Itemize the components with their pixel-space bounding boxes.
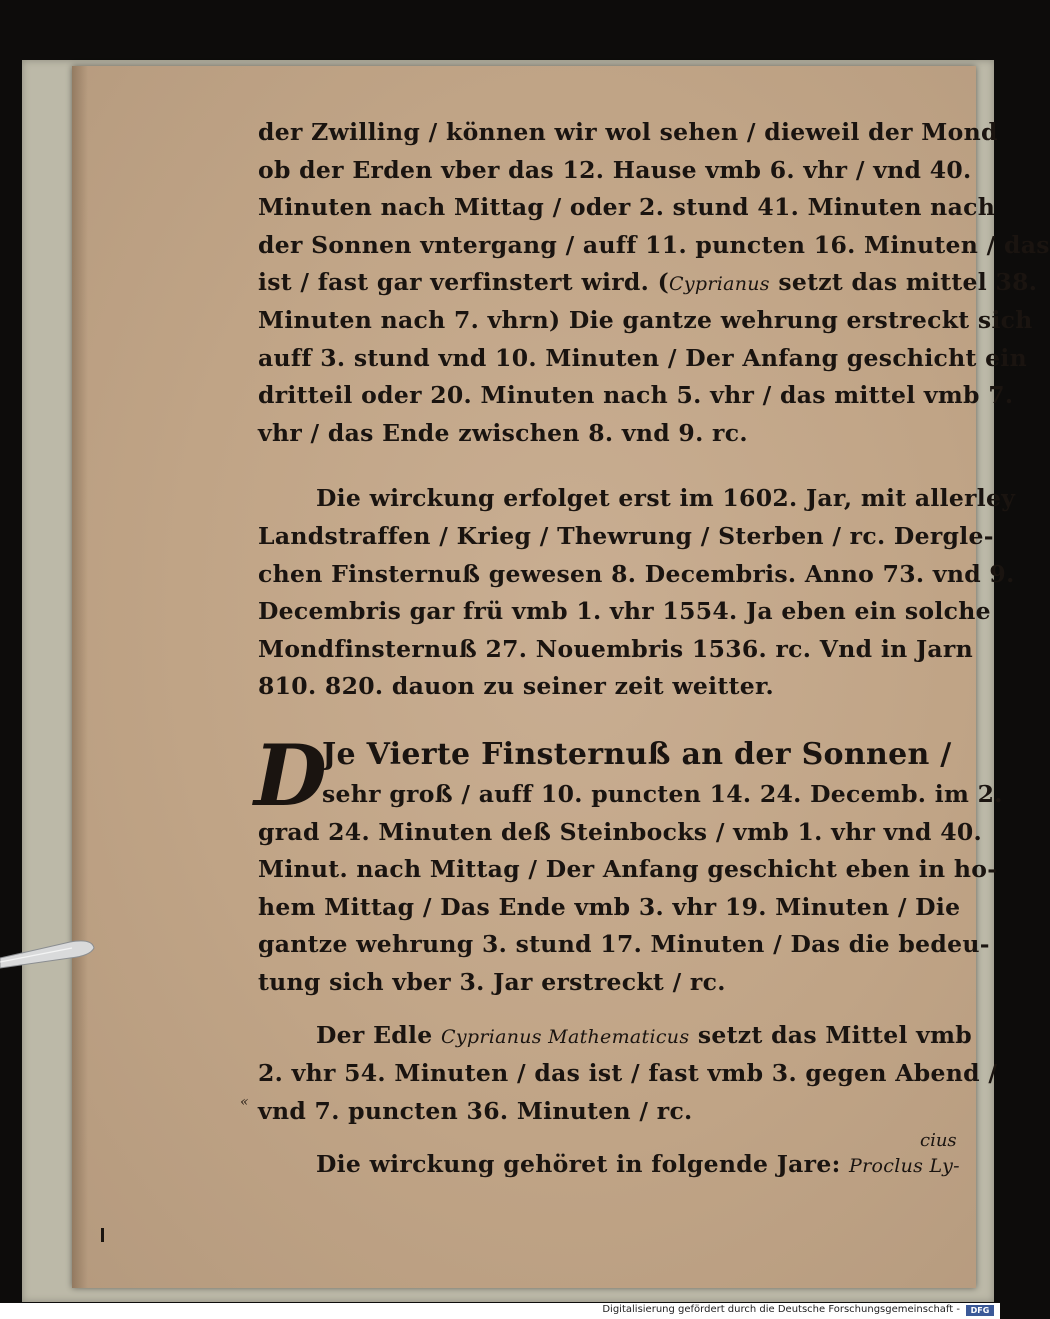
text-line: vnd 7. puncten 36. Minuten / rc. [258, 1096, 693, 1125]
paragraph-3 [254, 725, 1003, 1002]
decorated-initial: D [254, 725, 328, 825]
footer-credit: Digitalisierung gefördert durch die Deutsche Forschungsgemeinschaft - [602, 1304, 960, 1315]
text-line: dritteil oder 20. Minuten nach 5. vhr / das mittel vmb 7. [258, 381, 1014, 410]
paragraph-5 [258, 1146, 958, 1184]
latin-name: Cyprianus [669, 273, 770, 296]
catchword: cius [920, 1130, 957, 1151]
text-line: gantze wehrung 3. stund 17. Minuten / Das die bedeu- [258, 930, 990, 959]
edge-mark [101, 1228, 104, 1242]
text-line: Mondfinsternuß 27. Nouembris 1536. rc. Vnd in Jarn [258, 634, 973, 663]
latin-name: Proclus Ly- [849, 1155, 960, 1178]
text-segment: setzt das mittel 38. [769, 268, 1038, 297]
paragraph-gap [258, 1001, 958, 1017]
text-line [258, 264, 1038, 302]
text-segment: ist / fast gar verfinstert wird. ( [258, 268, 669, 297]
gutter-shadow [72, 66, 88, 1288]
text-line: 2. vhr 54. Minuten / das ist / fast vmb 3. gegen Abend / [258, 1059, 998, 1088]
text-line: der Zwilling / können wir wol sehen / dieweil der Mond [258, 118, 998, 146]
text-line: vhr / das Ende zwischen 8. vnd 9. rc. [258, 418, 748, 447]
footer-bar [0, 1303, 1000, 1319]
text-line: Je Vierte Finsternuß an der Sonnen / [322, 736, 952, 772]
text-line [258, 1146, 958, 1184]
text-line: chen Finsternuß gewesen 8. Decembris. Anno 73. vnd 9. [258, 559, 1015, 588]
text-line: sehr groß / auff 10. puncten 14. 24. Decemb. im 2. [322, 779, 1003, 808]
marginal-mark: « [240, 1094, 249, 1110]
dfg-logo: DFG [966, 1305, 994, 1316]
text-line: hem Mittag / Das Ende vmb 3. vhr 19. Minuten / Die [258, 892, 961, 921]
text-segment: Der Edle [316, 1021, 441, 1050]
text-line: auff 3. stund vnd 10. Minuten / Der Anfang geschicht ein [258, 343, 1028, 372]
text-line: tung sich vber 3. Jar erstreckt / rc. [258, 967, 726, 996]
latin-name: Cyprianus Mathematicus [441, 1026, 690, 1049]
paragraph-gap [258, 452, 958, 480]
text-line: Minut. nach Mittag / Der Anfang geschicht eben in ho- [258, 855, 998, 884]
text-line: Minuten nach Mittag / oder 2. stund 41. Minuten nach [258, 193, 996, 222]
text-segment: setzt das Mittel vmb [689, 1021, 973, 1050]
text-line: Die wirckung erfolget erst im 1602. Jar, mit allerley [316, 484, 1016, 513]
text-line [258, 1017, 973, 1055]
paragraph-2 [258, 480, 1016, 706]
text-line: Landstraffen / Krieg / Thewrung / Sterben / rc. Dergle- [258, 521, 994, 550]
text-line: grad 24. Minuten deß Steinbocks / vmb 1. vhr vnd 40. [258, 817, 982, 846]
text-line: 810. 820. dauon zu seiner zeit weitter. [258, 672, 774, 701]
text-line: Decembris gar frü vmb 1. vhr 1554. Ja eben ein solche [258, 597, 991, 626]
text-line: Minuten nach 7. vhrn) Die gantze wehrung erstreckt sich [258, 305, 1033, 334]
pointer-pen-icon [0, 920, 100, 980]
paragraph-1 [258, 114, 1050, 452]
page-text [254, 114, 1050, 1184]
text-segment: Die wirckung gehöret in folgende Jare: [316, 1150, 850, 1179]
paragraph-gap [258, 1130, 958, 1146]
text-line: ob der Erden vber das 12. Hause vmb 6. vhr / vnd 40. [258, 155, 972, 184]
paragraph-gap [258, 706, 958, 734]
paragraph-4 [258, 1017, 998, 1130]
text-line: der Sonnen vntergang / auff 11. puncten 16. Minuten / das [258, 230, 1050, 259]
